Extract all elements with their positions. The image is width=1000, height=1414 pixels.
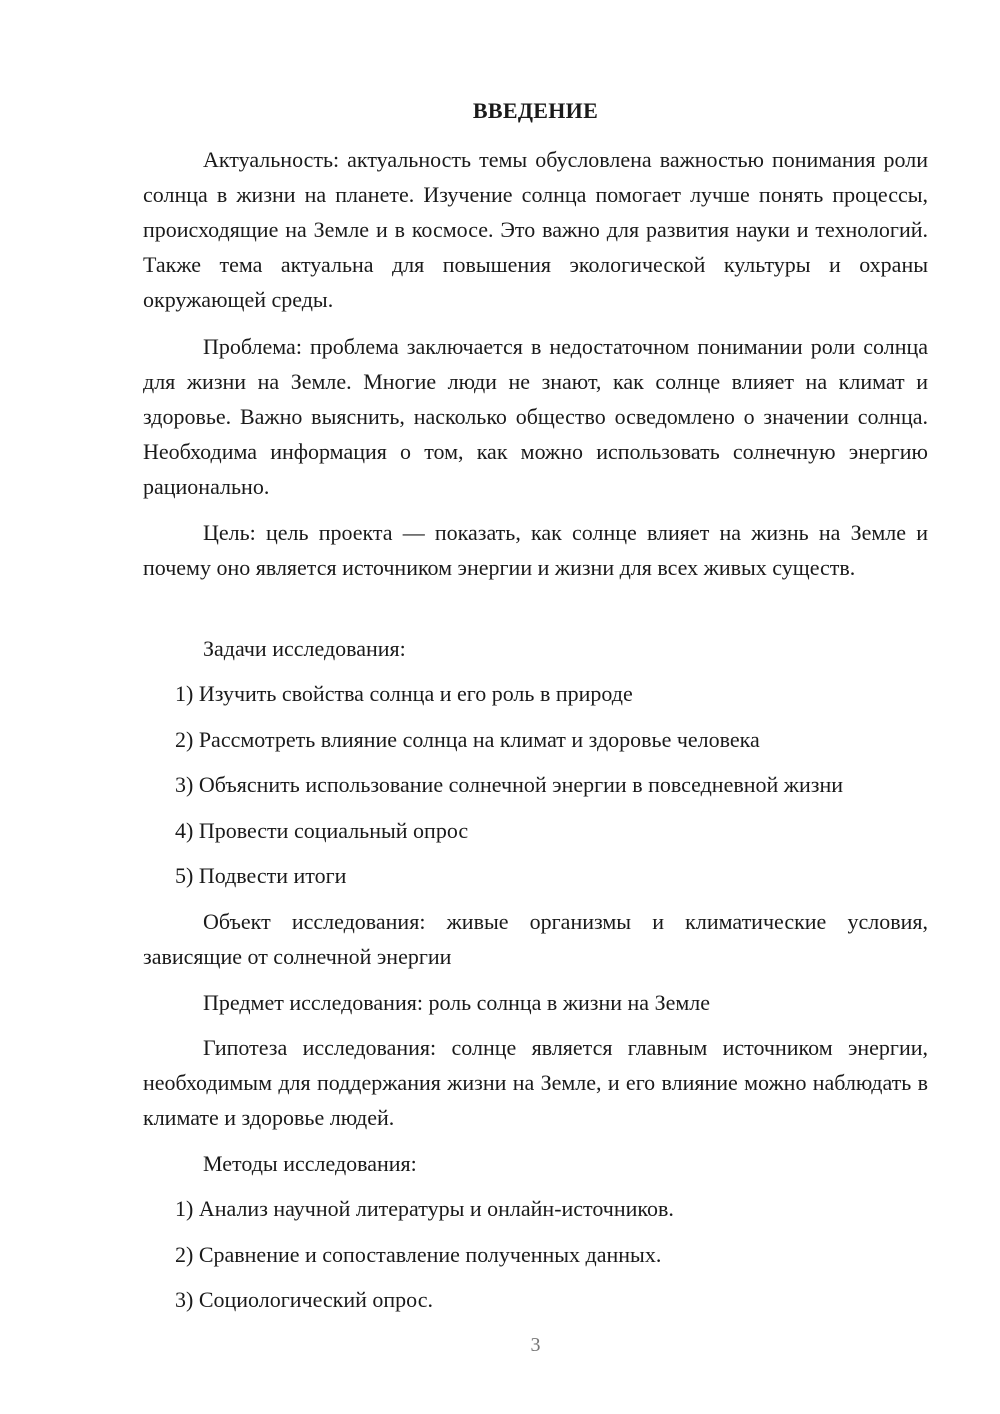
goal-paragraph: Цель: цель проекта — показать, как солнце влияет на жизнь на Земле и почему оно является источником энергии и жизни для всех живых существ. <box>143 520 928 580</box>
object-paragraph: Объект исследования: живые организмы и климатические условия, зависящие от солнечной энергии <box>143 909 928 969</box>
problem-paragraph: Проблема: проблема заключается в недостаточном понимании роли солнца для жизни на Земле. Многие люди не знают, как солнце влияет на климат и здоровье. Важно выяснить, насколько общество осведомлено о значении солнца. Необходима информация о том, как можно использовать солнечную энергию рационально. <box>143 334 928 499</box>
task-item: 5) Подвести итоги <box>175 863 347 888</box>
task-item: 2) Рассмотреть влияние солнца на климат и здоровье человека <box>175 727 760 752</box>
method-item: 2) Сравнение и сопоставление полученных данных. <box>175 1242 662 1267</box>
tasks-title: Задачи исследования: <box>203 636 406 661</box>
task-item: 4) Провести социальный опрос <box>175 818 469 843</box>
hypothesis-paragraph: Гипотеза исследования: солнце является главным источником энергии, необходимым для поддержания жизни на Земле, и его влияние можно наблюдать в климате и здоровье людей. <box>143 1035 928 1130</box>
page-heading: ВВЕДЕНИЕ <box>472 98 599 123</box>
relevance-paragraph: Актуальность: актуальность темы обусловлена важностью понимания роли солнца в жизни на планете. Изучение солнца помогает лучше понять процессы, происходящие на Земле и в космосе. Это важно для развития науки и технологий. Также тема актуальна для повышения экологической культуры и охраны окружающей среды. <box>143 147 928 312</box>
method-item: 3) Социологический опрос. <box>175 1287 433 1312</box>
document-page <box>143 0 928 1414</box>
task-item: 3) Объяснить использование солнечной энергии в повседневной жизни <box>175 772 843 797</box>
page-number: 3 <box>530 1334 541 1356</box>
task-item: 1) Изучить свойства солнца и его роль в природе <box>175 681 633 706</box>
subject-paragraph: Предмет исследования: роль солнца в жизни на Земле <box>203 990 711 1015</box>
methods-title: Методы исследования: <box>203 1151 417 1176</box>
method-item: 1) Анализ научной литературы и онлайн-источников. <box>175 1196 674 1221</box>
